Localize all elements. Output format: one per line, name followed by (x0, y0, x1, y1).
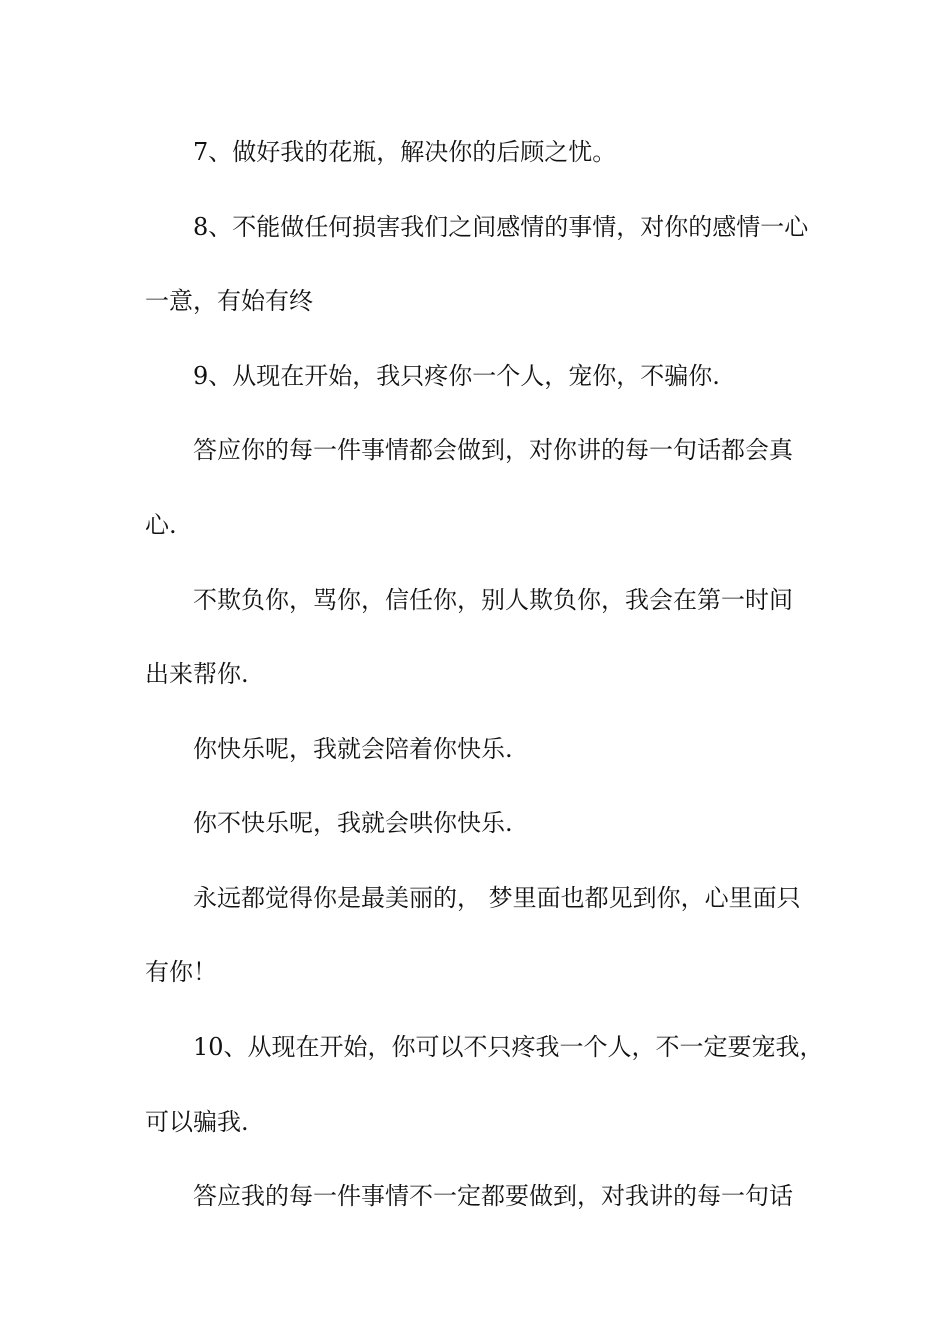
text-line: 出来帮你. (145, 660, 249, 688)
text-line: 你不快乐呢，我就会哄你快乐. (193, 809, 513, 837)
text-line: 心. (145, 511, 177, 539)
text-line: 答应你的每一件事情都会做到，对你讲的每一句话都会真 (193, 436, 793, 464)
text-line: 8、不能做任何损害我们之间感情的事情，对你的感情一心 (193, 213, 809, 241)
text-line: 不欺负你，骂你，信任你，别人欺负你，我会在第一时间 (193, 586, 793, 614)
text-line: 9、从现在开始，我只疼你一个人，宠你，不骗你. (193, 362, 720, 390)
text-line: 你快乐呢，我就会陪着你快乐. (193, 735, 513, 763)
text-line: 有你！ (145, 958, 217, 986)
text-line: 10、从现在开始，你可以不只疼我一个人，不一定要宠我， (193, 1033, 824, 1061)
text-line: 7、做好我的花瓶，解决你的后顾之忧。 (193, 138, 617, 166)
text-line: 答应我的每一件事情不一定都要做到，对我讲的每一句话 (193, 1182, 793, 1210)
text-line: 一意，有始有终 (145, 287, 313, 315)
text-line: 永远都觉得你是最美丽的， 梦里面也都见到你，心里面只 (193, 884, 801, 912)
text-line: 可以骗我. (145, 1108, 249, 1136)
